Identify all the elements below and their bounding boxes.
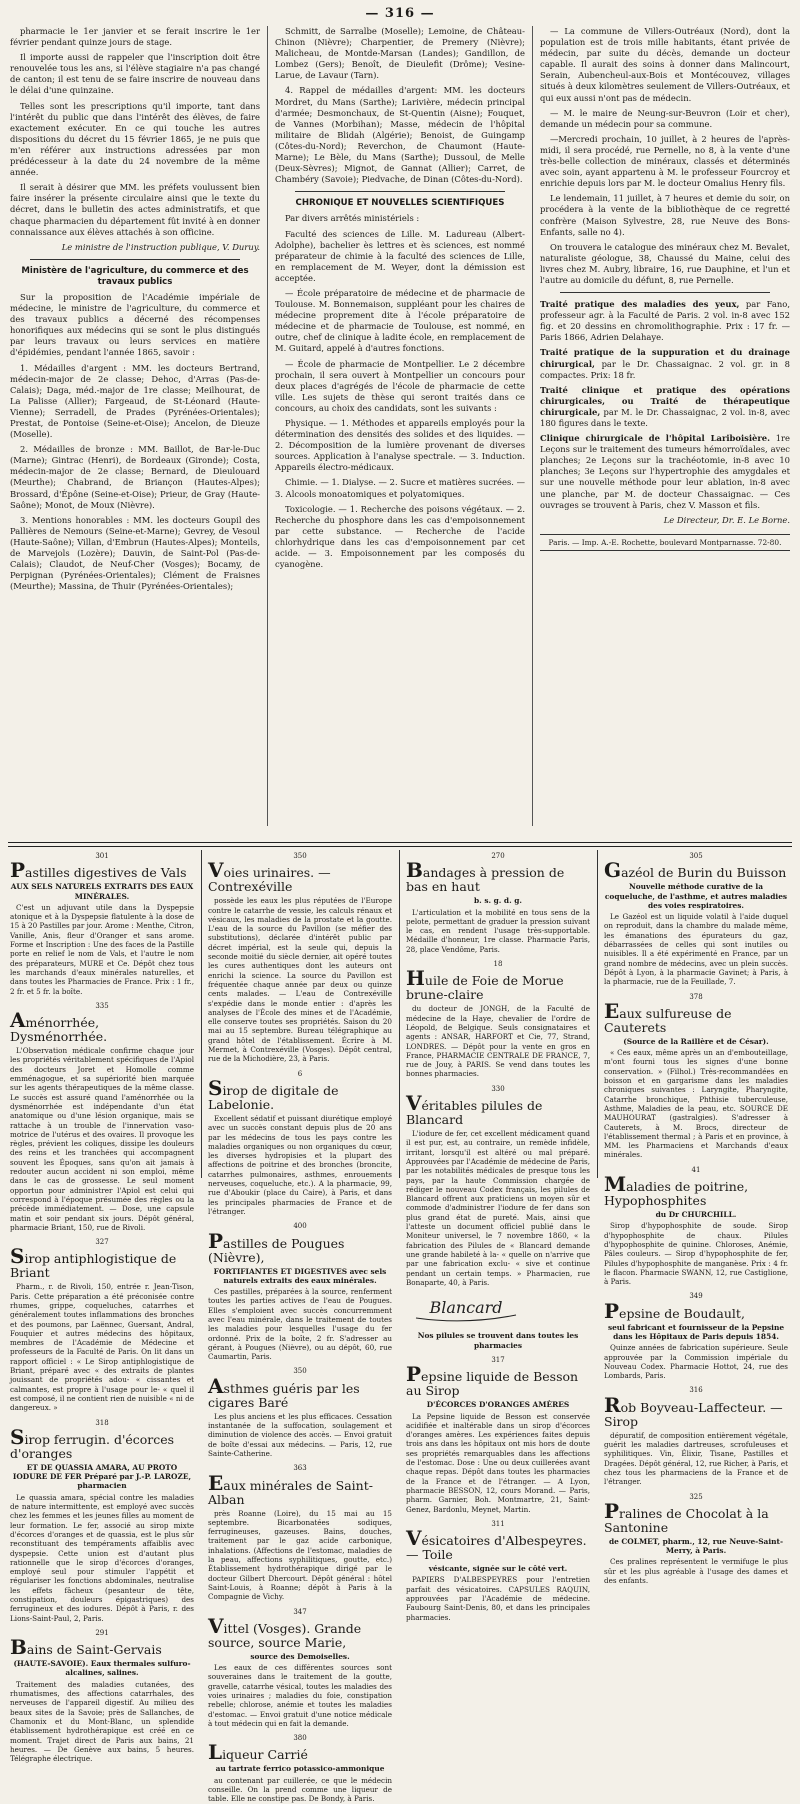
initial: B xyxy=(10,1635,27,1660)
initial: M xyxy=(604,1172,627,1197)
ad-number: 270 xyxy=(491,852,505,860)
advertisement xyxy=(604,1493,788,1586)
advertisement xyxy=(208,1222,392,1361)
editor-signature: Le Directeur, Dr. E. Le Borne. xyxy=(663,514,790,525)
initial: A xyxy=(10,1008,26,1033)
ad-title: Bandages à pression de bas en haut xyxy=(406,858,565,895)
paragraph: On trouvera le catalogue des minéraux chez M. Bevalet, naturaliste géologue, 38, Chaussé du Maine, celui des livres chez M. Aubry, libraire, 16, rue Dauphine, et l'un et l'autre au domicile du défunt, 8, rue Pernelle. xyxy=(540,241,790,285)
book-text: 1re Leçons sur le traitement des tumeurs hémorroïdales, avec planches; 2e Leçons sur la trachéotomie, in-8 avec 10 planches; 3e Leçons sur l'hypertrophie des amygdales et sur une nouvelle méthode pour leur ablation, in-8 avec une planche, par M. de docteur Chassaignac. — Ces ouvrages se trouvent à Paris, chez V. Masson et fils. xyxy=(540,433,790,510)
editorial-section xyxy=(10,26,790,834)
advertisement xyxy=(406,960,590,1079)
ad-number: 400 xyxy=(293,1222,307,1231)
paragraph: pharmacie le 1er janvier et se ferait inscrire le 1er février pendant quinze jours de stage. xyxy=(10,26,260,48)
ad-text: Les eaux de ces différentes sources sont souveraines dans le traitement de la goutte, gravelle, catarrhe vésical, toutes les maladies des voies urinaires ; maladies du foie, constipation rebelle; chlorose, anémie et toutes les maladies d'estomac. — Envoi gratuit d'une notice médicale à tout médecin qui en fait la demande. xyxy=(208,1663,392,1728)
initial: S xyxy=(208,1075,223,1100)
initial: V xyxy=(208,858,224,883)
ad-subtitle: AUX SELS NATURELS EXTRAITS DES EAUX MINÉRALES. xyxy=(10,882,194,901)
ad-text: Pharm., r. de Rivoli, 150, entrée r. Jean-Tison, Paris. Cette préparation a été préconisée contre rhumes, grippe, coqueluches, catarrhes et généralement toutes inflammations des bronches et des poumons, par Laënnec, Guersant, Andral, Fouquier et autres médecins des hôpitaux, membres de l'Académie de Médecine et professeurs de la Faculté de Paris. On lit dans un rapport officiel : « Le Sirop antiphlogistique de Briant, préparé avec « des extraits de plantes jouissant de propriétés adou- « cissantes et calmantes, est propre à l'usage pour le- « quel il est composé, il ne contient rien de nuisible « ni de dangereux. » xyxy=(10,1282,194,1413)
initial: P xyxy=(10,858,26,883)
ad-number: 349 xyxy=(689,1292,703,1301)
ad-subtitle: de COLMET, pharm., 12, rue Neuve-Saint-Merry, à Paris. xyxy=(608,1536,784,1556)
ad-text: Excellent sédatif et puissant diurétique employé avec un succès constant depuis plus de 20 ans par les médecins de tous les pays contre les maladies organiques ou non organiques du cœur, les diverses hydropisies et la plupart des affections de poitrine et des bronches (broncite, catarrhes pulmonaires, asthmes, enrouements nerveuses, coqueluche, etc.). A la pharmacie, 99, rue d'Aboukir (place du Caire), à Paris, et dans les principales pharmacies de France et de l'étranger. xyxy=(208,1113,392,1216)
ad-subtitle: b. s. g. d. g. xyxy=(474,896,522,906)
initial: E xyxy=(604,998,620,1023)
ad-text: du docteur de JONGH, de la Faculté de médecine de la Haye, chevalier de l'ordre de Léopold, de Belgique. Seuls consignataires et agents : ANSAR, HARFORT et Cie, 77, Strand, LONDRES. — Dépôt pour la vente en gros en France, PHARMACIE CENTRALE DE FRANCE, 7, rue de Jouy, à PARIS. Se vend dans toutes les bonnes pharmacies. xyxy=(406,1004,590,1079)
advertisement xyxy=(604,1386,788,1486)
minister-signature: Le ministre de l'instruction publique, V. Duruy. xyxy=(61,241,260,252)
book-title: Traité pratique des maladies des yeux, xyxy=(540,299,740,310)
paragraph: 1. Médailles d'argent : MM. les docteurs Bertrand, médecin-major de 2e classe; Dehoc, d'Arras (Pas-de-Calais); Daga, méd.-major de 1re classe; Meilhourat, de La Palisse (Allier); Fargeaud, de St-Léonard (Haute-Vienne); Serradell, de Prades (Pyrénées-Orientales); Prestat, de Pontoise (Seine-et-Oise); Ancelon, de Dieuze (Moselle). xyxy=(10,362,260,440)
paragraph: Il importe aussi de rappeler que l'inscription doit être renouvelée tous les ans, si l'élève stagiaire n'a pas changé de canton; il est tenu de se faire inscrire de nouveau dans le délai d'une quinzaine. xyxy=(10,52,260,96)
initial: G xyxy=(604,858,622,883)
paragraph: — École préparatoire de médecine et de pharmacie de Toulouse. M. Bonnemaison, suppléant pour les chaires de médecine proprement dite à l'école préparatoire de médecine et de pharmacie de Toulouse, est nommé, en outre, chef de clinique à ladite école, en remplacement de M. Guitard, appelé à d'autres fonctions. xyxy=(275,287,525,354)
advertisement xyxy=(604,1292,788,1380)
paragraph: — La commune de Villers-Outréaux (Nord), dont la population est de trois mille habitants, étant privée de médecin, par suite du décès, demande un docteur capable. Il aurait des soins à donner dans Malincourt, Serain, Aubencheul-aux-Bois et Montécouvez, villages situés à deux kilomètres seulement de Villers-Outréaux, et qui eux aussi n'ont pas de médecin. xyxy=(540,26,790,103)
ministry-section-title: Ministère de l'agriculture, du commerce et des travaux publics xyxy=(21,265,249,287)
ad-number: 325 xyxy=(689,1492,703,1501)
ad-title: Voies urinaires. — Contrexéville xyxy=(208,858,331,895)
advertisement-divider xyxy=(8,842,792,843)
column-rule xyxy=(399,850,400,1178)
ad-text: La Pepsine liquide de Besson est conservée acidifiée et inaltérable dans un sirop d'écorces d'oranges amères. Les expériences faites depuis trois ans dans les hôpitaux ont mis hors de doute ses propriétés remarquables dans les affections de l'estomac. Dose : Une ou deux cuillerées avant chaque repas. Dépôt dans toutes les pharmacies de la France et de l'étranger. — A Lyon, pharmacie BESSON, 12, cours Morand. — Paris, pharm. Garnier, Boh. Montmartre, 21, Saint-Genez, Bardonlu, Meynet, Martin. xyxy=(406,1411,590,1514)
paragraph: Le lendemain, 11 juillet, à 7 heures et demie du soir, on procédera à la vente de la bibliothèque de ce regretté confrère (Maison Sylvestre, 28, rue Neuve des Bons-Enfants, salle no 4). xyxy=(540,193,790,237)
advertisement xyxy=(604,1166,788,1287)
ad-title: Gazéol de Burin du Buisson xyxy=(604,858,787,883)
ad-text: Sirop d'hypophosphite de soude. Sirop d'hypophosphite de chaux. Pilules d'hypophosphite de quinine. Chloroses, Anémie, Pâles couleurs. — Sirop d'hypophosphite de fer, Pilules d'hypophosphite de manganèse. Prix : 4 fr. le flacon. Pharmacie SWANN, 12, rue Castiglione, à Paris. xyxy=(604,1221,788,1287)
initial: R xyxy=(604,1392,621,1417)
ad-number: 363 xyxy=(293,1464,307,1473)
ad-title: Eaux minérales de Saint-Alban xyxy=(208,1470,373,1507)
ad-subtitle: (HAUTE-SAVOIE). Eaux thermales sulfuro-alcalines, salines. xyxy=(13,1659,191,1678)
ad-number: 350 xyxy=(293,852,307,860)
ad-column-3 xyxy=(406,850,590,1622)
initial: V xyxy=(406,1526,422,1551)
paragraph: 4. Rappel de médailles d'argent: MM. les docteurs Mordret, du Mans (Sarthe); Larivière, médecin principal d'armée; Desmonchaux, de St-Quentin (Aisne); Fouquet, de Vannes (Morbihan); Masse, médecin de l'hôpital militaire de Blidah (Algérie); Benoist, de Guingamp (Côtes-du-Nord); Reverchon, de Chaumont (Haute-Marne); Le Bèle, du Mans (Sarthe); Dussoul, de Melle (Deux-Sèvres); Mignot, de Gannat (Allier); Carret, de Chambéry (Savoie); Piedvache, de Dinan (Côtes-du-Nord). xyxy=(275,85,525,185)
paragraph: 3. Mentions honorables : MM. les docteurs Goupil des Pallières de Nemours (Seine-et-Marne); Gevrey, de Vesoul (Haute-Saône); Villan, d'Embrun (Hautes-Alpes); Monteils, de Marvejols (Lozère); Dauvin, de Saint-Pol (Pas-de-Calais); Claudot, de Neuf-Cher (Vosges); Bocamy, de Perpignan (Pyrénées-Orientales); Clément de Fraisnes (Meurthe); Massina, de Thuir (Pyrénées-Orientales); xyxy=(10,514,260,592)
advertisement xyxy=(604,852,788,987)
ad-subtitle: au tartrate ferrico potassico-ammonique xyxy=(215,1764,385,1774)
ad-number: 335 xyxy=(95,1001,109,1010)
book-title: Clinique chirurgicale de l'hôpital Lariboisière. xyxy=(540,433,771,444)
ad-column-2 xyxy=(208,850,392,1804)
initial: A xyxy=(208,1373,224,1398)
advertisement xyxy=(604,993,788,1160)
ad-subtitle: (Source de la Raillère et de César). xyxy=(623,1036,769,1046)
ad-number: 316 xyxy=(689,1386,703,1395)
ad-title: Liqueur Carrié xyxy=(208,1740,308,1765)
ad-title: Vésicatoires d'Albespeyres. — Toile xyxy=(406,1526,587,1563)
book-title: Traité clinique et pratique des opérations chirurgicales, ou Traité de thérapeutique chirurgicale, xyxy=(540,384,790,417)
paragraph: —Mercredi prochain, 10 juillet, à 2 heures de l'après-midi, il sera procédé, rue Pernelle, no 8, à la vente d'une très-belle collection de minéraux, classés et déterminés avec soin, ayant appartenu à M. le professeur Fourcroy et enrichie depuis lors par M. le docteur Omalius Henry fils. xyxy=(540,133,790,189)
initial: S xyxy=(10,1424,25,1449)
initial: P xyxy=(604,1298,620,1323)
paragraph: Toxicologie. — 1. Recherche des poisons végétaux. — 2. Recherche du phosphore dans les cas d'empoisonnement par cette substance. — Recherche de l'acide chlorhydrique dans les cas d'empoisonnement par cet acide. — 3. Empoisonnement par les composés du cyanogène. xyxy=(275,503,525,570)
ad-number: 18 xyxy=(493,960,503,969)
advertisement xyxy=(208,1464,392,1601)
advertisement xyxy=(406,1520,590,1622)
ad-text: C'est un adjuvant utile dans la Dyspepsie atonique et à la Dyspepsie flatulente à la dose de 15 à 20 Pastilles par jour. Arome : Menthe, Citron, Vanille, Anis, fleur d'Oranger et sans arome. Forme et Inscription : Une des faces de la Pastille porte en relief le nom de Vals, et l'autre le nom des préparateurs, MURE et Ce. Dépôt chez tous les marchands d'eaux minérales naturelles, et dans toutes les Pharmacies de France. Prix : 1 fr., 2 fr. et 5 fr. la boîte. xyxy=(10,902,194,996)
initial: V xyxy=(406,1091,422,1116)
editorial-column-3 xyxy=(540,26,790,551)
ad-text: PAPIERS D'ALBESPEYRES pour l'entretien parfait des vésicatoires. CAPSULES RAQUIN, approuvées par l'Académie de médecine. Faubourg Saint-Denis, 80, et dans les principales pharmacies. xyxy=(406,1575,590,1622)
ad-number: 317 xyxy=(491,1355,505,1364)
ad-number: 301 xyxy=(95,852,109,860)
ad-subtitle: FORTIFIANTES ET DIGESTIVES avec sels naturels extraits des eaux minérales. xyxy=(213,1266,387,1285)
ad-number: 6 xyxy=(297,1069,303,1078)
ad-subtitle: ET DE QUASSIA AMARA, AU PROTO IODURE DE FER Préparé par J.-P. LAROZE, pharmacien xyxy=(12,1462,192,1491)
advertisement xyxy=(208,1367,392,1458)
column-rule xyxy=(201,850,202,1178)
ad-title: Pastilles digestives de Vals xyxy=(10,858,187,883)
initial: H xyxy=(406,966,425,991)
column-rule xyxy=(597,850,598,1178)
ad-text: près Roanne (Loire), du 15 mai au 15 septembre. Bicarbonatées sodiques, ferrugineuses, gazeuses. Bains, douches, traitement par le gaz acide carbonique, inhalations. (Affections de l'estomac, maladies de la peau, affections syphilitiques, goutte, etc.) Établissement hydrothérapique dirigé par le docteur Gilbert Dhercourt. Dépôt général : hôtel Saint-Louis, à Roanne; dépôt à Paris à la Compagnie de Vichy. xyxy=(208,1508,392,1602)
initial: B xyxy=(406,858,423,883)
initial: V xyxy=(208,1613,224,1638)
ad-title: Véritables pilules de Blancard xyxy=(406,1091,543,1128)
ad-number: 347 xyxy=(293,1607,307,1616)
ad-text: « Ces eaux, même après un an d'embouteillage, m'ont fourni tous les signes d'une bonne conservation. » (Filhol.) Très-recommandées en boisson et en gargarisme dans les maladies chroniques suivantes : Laryngite, Pharyngite, Catarrhe bronchique, Phthisie tuberculeuse, Asthme, Maladies de la peau, etc. SOURCE DE MAUHOURAT (gastralgies). S'adresser à Cauterets, à M. Brocs, directeur de l'établissement thermal ; à Paris et en province, à MM. les Pharmaciens et Marchands d'eaux minérales. xyxy=(604,1048,788,1160)
ad-text: Ces pastilles, préparées à la source, renferment toutes les parties actives de l'eau de Pougues. Elles s'emploient avec succès concurremment avec l'eau minérale, dans le traitement de toutes les maladies pour lesquelles l'usage du fer ordonné. Prix de la boîte, 2 fr. S'adresser au gérant, à Pougues (Nièvre), ou au dépôt, 60, rue Caumartin, Paris. xyxy=(208,1287,392,1362)
ad-title: Sirop de digitale de Labelonie. xyxy=(208,1075,339,1112)
ad-title: Pralines de Chocolat à la Santonine xyxy=(604,1498,769,1535)
ad-column-1 xyxy=(10,850,194,1764)
blancard-signature xyxy=(406,1291,526,1325)
ad-text: dépuratif, de composition entièrement végétale, guérit les maladies dartreuses, scrofuleuses et syphilitiques. Vin, Élixir, Tisane, Pastilles et Dragées. Dépôt général, 12, rue Richer, à Paris, et chez tous les pharmaciens de la France et de l'étranger. xyxy=(604,1430,788,1487)
divider xyxy=(30,259,240,260)
ad-number: 291 xyxy=(95,1628,109,1637)
ad-text: Quinze années de fabrication supérieure. Seule approuvée par la Commission impériale du Nouveau Codex. Pharmacie Hottot, 24, rue des Lombards, Paris. xyxy=(604,1343,788,1381)
ad-text: Le Gazéol est un liquide volatil à l'aide duquel on reproduit, dans la chambre du malade même, les émanations des épurateurs du gaz, débarrassées de celles qui sont inutiles ou nuisibles. Il a été expérimenté en France, par un grand nombre de médecins, avec un plein succès. Dépôt à Lyon, à la pharmacie Gavinet; à Paris, à la pharmacie, rue de la Feuillade, 7. xyxy=(604,912,788,987)
ad-title: Sirop ferrugin. d'écorces d'oranges xyxy=(10,1424,175,1461)
ad-text: L'Observation médicale confirme chaque jour les propriétés véritablement spécifiques de l'Apiol des docteurs Joret et Homolle comme emménagogue, et sa supériorité bien marquée sur les agents thérapeutiques de la même classe. Le succès est assuré quand l'aménorrhée ou la dysménorrhée est indépendante d'un état anatomique ou d'une lésion organique, mais se rattache à un trouble de l'innervation vaso-motrice de l'utérus et des ovaires. Il provoque les règles, prévient les coliques, dissipe les douleurs des reins et les tranchées qui accompagnent souvent les Époques, sans qu'on ait jamais à redouter aucun accident ni son emploi, même dans le cas de grossesse. Le seul moment opportun pour administrer l'Apiol est celui qui correspond à l'époque présumée des règles ou la précède immédiatement. — Dose, une capsule matin et soir pendant six jours. Dépôt général, pharmacie Briant, 150, rue de Rivoli. xyxy=(10,1046,194,1232)
ad-title: Huile de Foie de Morue brune-claire xyxy=(406,966,564,1003)
ad-title: Pepsine de Boudault, xyxy=(604,1298,745,1323)
paragraph: Il serait à désirer que MM. les préfets voulussent bien faire insérer la présente circulaire ainsi que le texte du décret, dans le bulletin des actes administratifs, et que chaque pharmacien du département fût invité à en donner connaissance aux élèves attachés à son officine. xyxy=(10,182,260,237)
advertisement xyxy=(406,1356,590,1514)
advertisement xyxy=(208,852,392,1064)
ad-title: Eaux sulfureuse de Cauterets xyxy=(604,998,732,1035)
svg-text:Blancard: Blancard xyxy=(429,1298,503,1318)
book-listing xyxy=(540,385,790,429)
initial: S xyxy=(10,1244,25,1269)
advertisement xyxy=(10,1629,194,1764)
paragraph: Sur la proposition de l'Académie impériale de médecine, le ministre de l'agriculture, du commerce et des travaux publics a décerné des récompenses honorifiques aux médecins qui se sont le plus distingués par leurs travaux ou leurs services en matière d'épidémies, pendant l'année 1865, savoir : xyxy=(10,291,260,358)
initial: P xyxy=(208,1228,224,1253)
paragraph: — École de pharmacie de Montpellier. Le 2 décembre prochain, il sera ouvert à Montpellier un concours pour deux places d'agrégés de l'école de pharmacie de cette ville. Les sujets de thèse qui seront traités dans ce concours, au choix des candidats, sont les suivants : xyxy=(275,358,525,413)
page-number-header: — 316 — xyxy=(365,6,435,21)
ad-title: Maladies de poitrine, Hypophosphites xyxy=(604,1172,749,1209)
paragraph: — M. le maire de Neung-sur-Beuvron (Loir et cher), demande un médecin pour sa commune. xyxy=(540,107,790,129)
ad-number: 318 xyxy=(95,1418,109,1427)
editorial-column-1 xyxy=(10,26,260,596)
book-text: par Fano, professeur agr. à la Faculté de Paris. 2 vol. in-8 avec 152 fig. et 20 dessins en chromolithographie. Prix : 17 fr. — Paris 1866, Adrien Delahaye. xyxy=(540,299,791,343)
editorial-column-2 xyxy=(275,26,525,574)
ad-text: Les plus anciens et les plus efficaces. Cessation instantanée de la suffocation, soulagement et diminution de violence des accès. — Envoi gratuit de boîte d'essai aux médecins. — Paris, 12, rue Sainte-Catherine. xyxy=(208,1411,392,1458)
ad-column-4 xyxy=(604,850,788,1586)
ad-number: 327 xyxy=(95,1238,109,1247)
divider xyxy=(295,191,505,192)
book-text: par M. le Dr. Chassaignac, 2 vol. in-8, avec 180 figures dans le texte. xyxy=(540,406,790,428)
advertisement xyxy=(406,852,590,954)
ad-subtitle: Nouvelle méthode curative de la coqueluche, de l'asthme, et autres maladies des voies respiratoires. xyxy=(604,882,788,910)
advertisement xyxy=(406,1085,590,1350)
book-listing xyxy=(540,433,790,511)
ad-text: possède les eaux les plus réputées de l'Europe contre le catarrhe de vessie, les calculs rénaux et vésicaux, les maladies de la prostate et la goutte. L'eau de la source du Pavillon (se méfier des substitutions), déclarée d'intérêt public par décret impérial, est la seule qui, depuis la seconde moitié du siècle dernier, ait opéré toutes les cures authentiques dont les auteurs ont enrichi la science. La source du Pavillon est fréquentée chaque année par deux ou quinze cents malades. — L'eau de Contrexéville s'expédie dans le monde entier : d'après les analyses de l'École des mines et de l'Académie, elle conserve toutes ses propriétés. Saison du 20 mai au 15 septembre. Bureau télégraphique au grand hôtel de l'établissement. Écrire à M. Mermet, à Contrexéville (Vosges). Dépôt central, rue de la Michodière, 23, à Paris. xyxy=(208,896,392,1064)
book-title: Traité pratique de la suppuration et du drainage chirurgical, xyxy=(540,347,790,369)
ad-subtitle: du Dr CHURCHILL. xyxy=(655,1210,737,1220)
column-rule xyxy=(267,26,268,826)
paragraph: Physique. — 1. Méthodes et appareils employés pour la détermination des densités des solides et des liquides. — 2. Décomposition de la lumière provenant de diverses sources. Application à l'analyse spectrale. — 3. Induction. Appareils électro-médicaux. xyxy=(275,418,525,473)
initial: P xyxy=(406,1362,422,1387)
ad-title: Pastilles de Pougues (Nièvre), xyxy=(208,1228,345,1265)
paragraph: Par divers arrêtés ministériels : xyxy=(285,213,420,224)
ad-subtitle: D'ÉCORCES D'ORANGES AMÈRES xyxy=(426,1400,570,1410)
paragraph: 2. Médailles de bronze : MM. Baillot, de Bar-le-Duc (Marne); Gintrac (Henri), de Bordeaux (Gironde); Costa, médecin-major de 2e classe; Bernard, de Dieulouard (Meurthe); Chabrand, de Briançon (Hautes-Alpes); Brossard, d'Épône (Seine-et-Oise); Prieur, de Gray (Haute-Saône); Monot, de Moux (Nièvre). xyxy=(10,444,260,510)
ad-text: Ces pralines représentent le vermifuge le plus sûr et les plus agréable à l'usage des dames et des enfants. xyxy=(604,1557,788,1586)
paragraph: Schmitt, de Sarralbe (Moselle); Lemoine, de Château-Chinon (Nièvre); Charpentier, de Premery (Nièvre); Malicheau, de Montde-Marsan (Landes); Gandillon, de Lombez (Gers); Benoît, de Dieulefit (Drôme); Vesine-Larue, de Lavaur (Tarn). xyxy=(275,26,525,81)
ad-number: 330 xyxy=(491,1084,505,1093)
ad-number: 305 xyxy=(689,852,703,860)
paragraph: Faculté des sciences de Lille. M. Ladureau (Albert-Adolphe), bachelier ès lettres et ès sciences, est nommé préparateur de chimie à la faculté des sciences de Lille, en remplacement de M. Weyer, dont la démission est acceptée. xyxy=(275,228,525,283)
ad-subtitle: source des Demoiselles. xyxy=(250,1651,350,1661)
ad-text: Le quassia amara, spécial contre les maladies de nature intermittente, est employé avec succès chez les femmes et les jeunes filles au moment de leur formation. Le fer, associé au sirop mixte d'écorces d'oranges et de quassia, est le plus sûr reconstituant des tempéraments affaiblis avec dyspepsie. Cette union est d'autant plus rationnelle que le sirop d'écorces d'oranges, employé seul pour stimuler l'appétit et régulariser les fonctions abdominales, neutralise les effets fâcheux (pesanteur de tête, constipation, douleurs épigastriques) des ferrugineux et des iodures. Dépôt à Paris, r. des Lions-Saint-Paul, 2, Paris. xyxy=(10,1492,194,1623)
ad-title: Asthmes guéris par les cigares Baré xyxy=(208,1373,360,1410)
ad-text: au contenant par cuillerée, ce que le médecin conseille. On la prend comme une liqueur de table. Elle ne constipe pas. De Bondy, à Paris. xyxy=(208,1775,392,1804)
ad-subtitle: seul fabricant et fournisseur de la Pepsine dans les Hôpitaux de Paris depuis 1854. xyxy=(607,1322,785,1341)
ad-text: L'articulation et la mobilité en tous sens de la pelote, permettant de graduer la pression suivant le cas, en rendent l'usage très-supportable. Médaille d'honneur, 1re classe. Pharmacie Paris, 28, place Vendôme, Paris. xyxy=(406,907,590,954)
advertisement xyxy=(10,1238,194,1412)
divider xyxy=(560,292,770,293)
paragraph: Telles sont les prescriptions qu'il importe, tant dans l'intérêt du public que dans l'intérêt des élèves, de faire exactement exécuter. En ce qui touche les autres dispositions du décret du 15 février 1865, je ne puis que m'en référer aux instructions adressées par mon prédécesseur à la date du 24 novembre de la même année. xyxy=(10,100,260,178)
advertisement xyxy=(208,1608,392,1729)
printer-imprint: Paris. — Imp. A.-E. Rochette, boulevard Montparnasse. 72-80. xyxy=(540,534,790,551)
book-text: par le Dr. Chassaignac. 2 vol. gr. in 8 compactes. Prix: 18 fr. xyxy=(540,358,790,380)
ad-number: 380 xyxy=(293,1734,307,1743)
initial: P xyxy=(604,1498,620,1523)
chronicle-section-title: CHRONIQUE ET NOUVELLES SCIENTIFIQUES xyxy=(295,198,505,209)
advertisement xyxy=(10,1419,194,1623)
ad-number: 311 xyxy=(491,1519,505,1528)
advertisement xyxy=(208,1070,392,1217)
ad-title: Rob Boyveau-Laffecteur. — Sirop xyxy=(604,1392,783,1429)
ad-number: 41 xyxy=(691,1165,701,1174)
book-listing xyxy=(540,347,790,380)
advertisement xyxy=(10,852,194,996)
ad-title: Aménorrhée, Dysménorrhée. xyxy=(10,1008,108,1045)
advertisement-divider xyxy=(8,846,792,847)
advertisement xyxy=(10,1002,194,1232)
advertisement xyxy=(208,1734,392,1803)
paragraph: Chimie. — 1. Dialyse. — 2. Sucre et matières sucrées. — 3. Alcools monoatomiques et polyatomiques. xyxy=(275,477,525,499)
ad-title: Sirop antiphlogistique de Briant xyxy=(10,1244,177,1281)
ad-text: L'iodure de fer, cet excellent médicament quand il est pur, est, au contraire, un remède infidèle, irritant, lorsqu'il est altéré ou mal préparé. Approuvées par l'Académie de médecine de Paris, par les notabilités médicales de presque tous les pays, par la haute Commission chargée de rédiger le nouveau Codex français, les pilules de Blancard offrent aux praticiens un moyen sûr et commode d'administrer l'iodure de fer dans son plus grand état de pureté. Mais, ainsi que l'atteste un document officiel publié dans le Moniteur universel, le 7 novembre 1860, « la fabrication des Pilules de « Blancard demande une grande habileté à la- « quelle on n'arrive que par une fabrication exclu- « sive et continue pendant un certain temps. » Pharmacien, rue Bonaparte, 40, à Paris. xyxy=(406,1129,590,1287)
initial: E xyxy=(208,1470,224,1495)
ad-title: Pepsine liquide de Besson au Sirop xyxy=(406,1362,579,1399)
book-listing xyxy=(540,299,790,343)
ad-title: Vittel (Vosges). Grande source, source Marie, xyxy=(208,1613,362,1650)
ad-footer: Nos pilules se trouvent dans toutes les pharmacies xyxy=(417,1331,579,1350)
ad-number: 378 xyxy=(689,992,703,1001)
ad-title: Bains de Saint-Gervais xyxy=(10,1635,162,1660)
initial: L xyxy=(208,1740,223,1765)
ad-text: Traitement des maladies cutanées, des rhumatismes, des affections catarrhales, des nerveuses de l'appareil digestif. Au milieu des beaux sites de la Savoie; près de Sallanches, de Chamonix et du Mont-Blanc, un splendide établissement hydrothérapique est créé en ce moment. Trajet direct de Paris aux bains, 21 heures. — De Genève aux bains, 5 heures. Télégraphe électrique. xyxy=(10,1679,194,1764)
ad-number: 350 xyxy=(293,1367,307,1376)
advertisements-section xyxy=(8,850,792,1804)
ad-subtitle: vésicante, signée sur le côté vert. xyxy=(428,1564,568,1574)
column-rule xyxy=(532,26,533,826)
